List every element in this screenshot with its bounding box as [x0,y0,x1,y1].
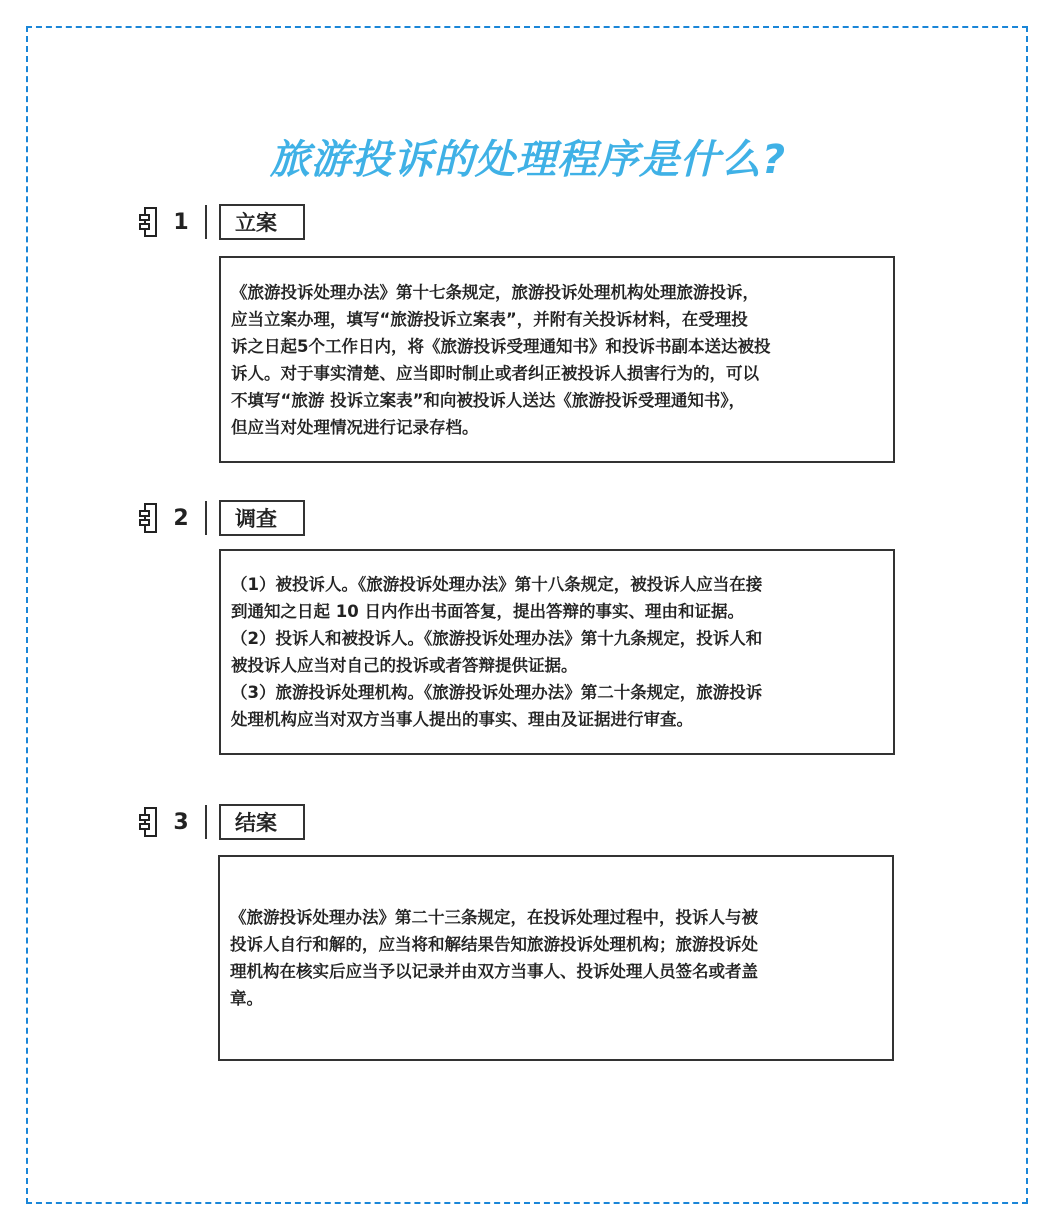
component-icon [139,207,159,237]
divider [205,205,207,239]
step-1-content-box [219,256,895,463]
step-label: 调查 [219,500,305,536]
step-number: 1 [173,209,189,235]
step-3-content-box [218,855,894,1061]
component-icon [139,807,159,837]
step-text: （1）被投诉人。《旅游投诉处理办法》第十八条规定，被投诉人应当在接 到通知之日起 10 日内作出书面答复，提出答辩的事实、理由和证据。 （2）投诉人和被投诉人。《旅游投诉处理办法》第十九条规定，投诉人和 被投诉人应当对自己的投诉或者答辩提供证据。 （3）旅游投诉处理机构。《旅游投诉处理办法》第二十条规定，旅游投诉 处理机构应当对双方当事人提出的事实、理由及证据进行审查。 [231,575,763,729]
step-label: 立案 [219,204,305,240]
step-3-header [139,804,305,840]
page-title: 旅游投诉的处理程序是什么? [269,137,787,183]
step-number: 3 [173,809,189,835]
step-text: 《旅游投诉处理办法》第二十三条规定，在投诉处理过程中，投诉人与被 投诉人自行和解的，应当将和解结果告知旅游投诉处理机构；旅游投诉处 理机构在核实后应当予以记录并由双方当事人、投诉处理人员签名或者盖 章。 [230,908,758,1008]
step-label: 结案 [219,804,305,840]
step-number: 2 [173,505,189,531]
divider [205,501,207,535]
step-2-content-box [219,549,895,755]
step-2-header [139,500,305,536]
step-text: 《旅游投诉处理办法》第十七条规定，旅游投诉处理机构处理旅游投诉， 应当立案办理，填写“旅游投诉立案表”，并附有关投诉材料，在受理投 诉之日起5个工作日内，将《旅游投诉受理通知书》和投诉书副本送达被投 诉人。对于事实清楚、应当即时制止或者纠正被投诉人损害行为的，可以 不填写“旅游 投诉立案表”和向被投诉人送达《旅游投诉受理通知书》， 但应当对处理情况进行记录存档。 [231,282,771,437]
step-1-header [139,204,305,240]
component-icon [139,503,159,533]
divider [205,805,207,839]
